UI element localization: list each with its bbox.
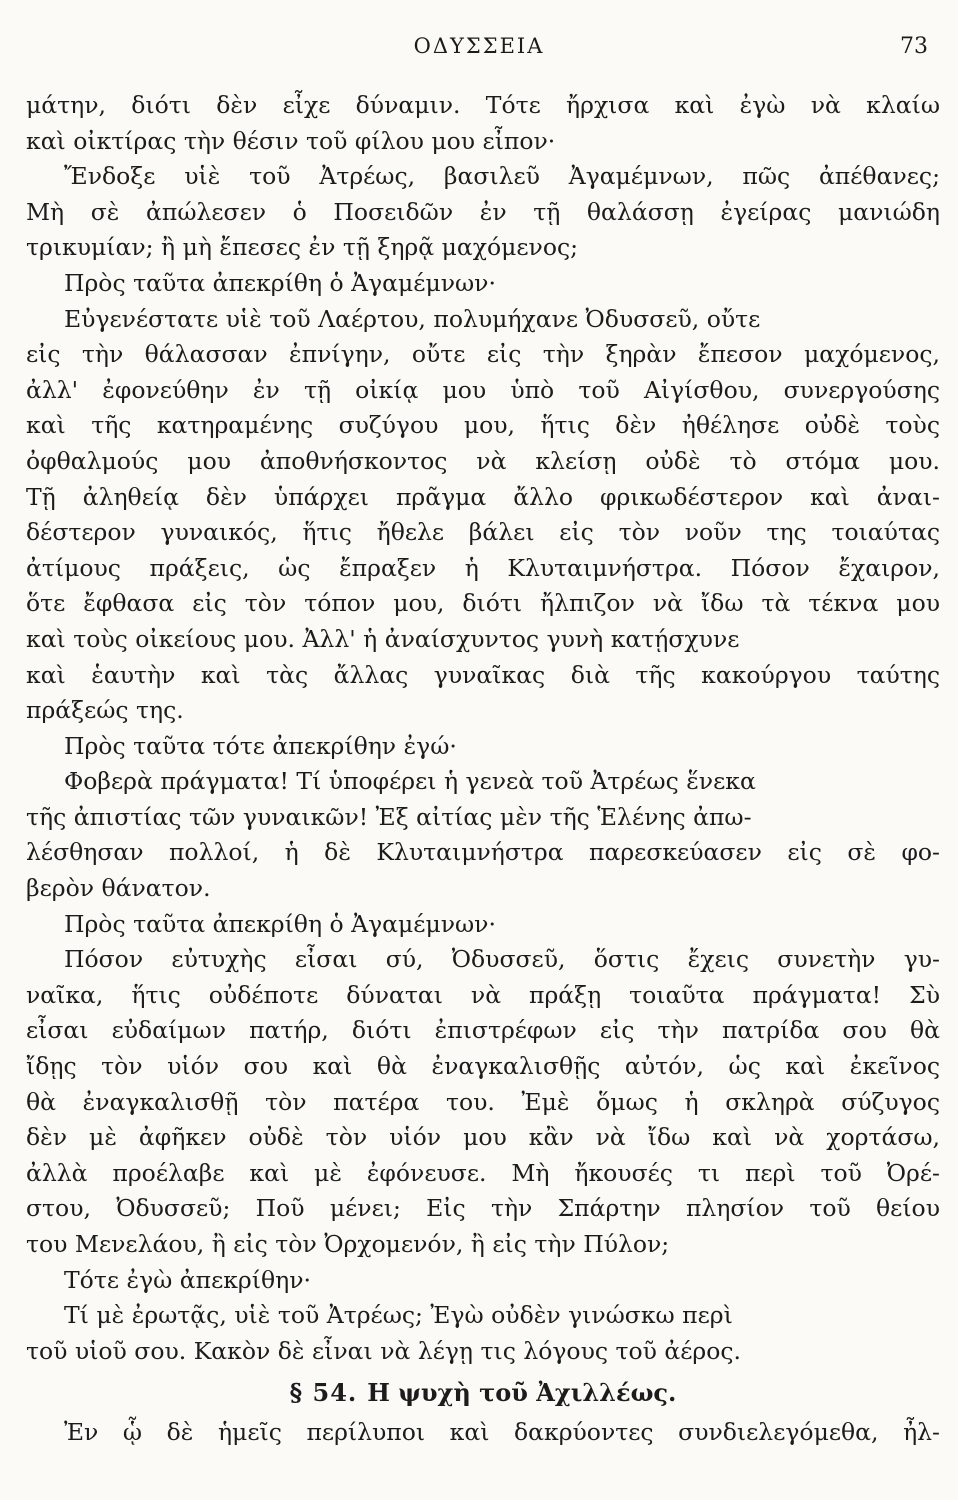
text-line: ὅτε ἔφθασα εἰς τὸν τόπον μου, διότι ἤλπιζον νὰ ἴδω τὰ τέκνα μου [26, 589, 940, 618]
text-line: ναῖκα, ἥτις οὐδέποτε δύναται νὰ πράξῃ τοιαῦτα πράγματα! Σὺ [26, 980, 940, 1009]
text-line: βερὸν θάνατον. [26, 874, 211, 903]
running-title: ΟΔΥΣΣΕΙΑ [413, 34, 545, 58]
text-line: Φοβερὰ πράγματα! Τί ὑποφέρει ἡ γενεὰ τοῦ Ἀτρέως ἕνεκα [64, 767, 756, 796]
text-line: τῆς ἀπιστίας τῶν γυναικῶν! Ἐξ αἰτίας μὲν τῆς Ἑλένης ἀπω- [26, 802, 752, 831]
text-line: εἶσαι εὐδαίμων πατήρ, διότι ἐπιστρέφων εἰς τὴν πατρίδα σου θὰ [26, 1016, 940, 1045]
text-line: Πρὸς ταῦτα ἀπεκρίθη ὁ Ἀγαμέμνων· [64, 909, 496, 938]
text-line: Τί μὲ ἐρωτᾷς, υἱὲ τοῦ Ἀτρέως; Ἐγὼ οὐδὲν γινώσκω περὶ [64, 1301, 733, 1330]
text-line: Πρὸς ταῦτα τότε ἀπεκρίθην ἐγώ· [64, 731, 457, 760]
text-line: τοῦ υἱοῦ σου. Κακὸν δὲ εἶναι νὰ λέγῃ τις λόγους τοῦ ἀέρος. [26, 1336, 742, 1365]
text-line: Τῇ ἀληθείᾳ δὲν ὑπάρχει πρᾶγμα ἄλλο φρικωδέστερον καὶ ἀναι- [26, 482, 940, 511]
text-line: Ἐν ᾧ δὲ ἡμεῖς περίλυποι καὶ δακρύοντες συνδιελεγόμεθα, ἦλ- [64, 1418, 940, 1447]
text-line: ἀλλ' ἐφονεύθην ἐν τῇ οἰκίᾳ μου ὑπὸ τοῦ Αἰγίσθου, συνεργούσης [26, 375, 940, 404]
text-line: στου, Ὀδυσσεῦ; Ποῦ μένει; Εἰς τὴν Σπάρτην πλησίον τοῦ θείου [26, 1194, 940, 1223]
text-line: εἰς τὴν θάλασσαν ἐπνίγην, οὔτε εἰς τὴν ξηρὰν ἔπεσον μαχόμενος, [26, 340, 940, 369]
text-line: Εὐγενέστατε υἱὲ τοῦ Λαέρτου, πολυμήχανε Ὀδυσσεῦ, οὔτε [64, 304, 761, 333]
text-line: καὶ τῆς κατηραμένης συζύγου μου, ἥτις δὲν ἠθέλησε οὐδὲ τοὺς [26, 411, 940, 440]
text-line: ἀλλὰ προέλαβε καὶ μὲ ἐφόνευσε. Μὴ ἤκουσές τι περὶ τοῦ Ὀρέ- [26, 1158, 940, 1187]
text-line: δέστερον γυναικός, ἥτις ἤθελε βάλει εἰς τὸν νοῦν της τοιαύτας [26, 518, 940, 547]
text-line: καὶ τοὺς οἰκείους μου. Ἀλλ' ἡ ἀναίσχυντος γυνὴ κατῄσχυνε [26, 624, 740, 653]
text-line: Μὴ σὲ ἀπώλεσεν ὁ Ποσειδῶν ἐν τῇ θαλάσσῃ ἐγείρας μανιώδη [26, 197, 940, 226]
section-title: Η ψυχὴ τοῦ Ἀχιλλέως. [367, 1378, 677, 1408]
text-line: ἀτίμους πράξεις, ὡς ἔπραξεν ἡ Κλυταιμνήστρα. Πόσον ἔχαιρον, [26, 553, 940, 582]
text-line: Τότε ἐγὼ ἀπεκρίθην· [64, 1265, 311, 1294]
text-line: πράξεώς της. [26, 696, 184, 725]
text-line: τρικυμίαν; ἢ μὴ ἔπεσες ἐν τῇ ξηρᾷ μαχόμενος; [26, 233, 579, 262]
text-line: δὲν μὲ ἀφῆκεν οὐδὲ τὸν υἱόν μου κἂν νὰ ἴδω καὶ νὰ χορτάσω, [26, 1123, 940, 1152]
text-line: του Μενελάου, ἢ εἰς τὸν Ὀρχομενόν, ἢ εἰς τὴν Πύλον; [26, 1230, 670, 1258]
body-text [26, 88, 940, 1451]
text-line: ἴδῃς τὸν υἱόν σου καὶ θὰ ἐναγκαλισθῇς αὐτόν, ὡς καὶ ἐκεῖνος [26, 1052, 940, 1081]
text-line: λέσθησαν πολλοί, ἡ δὲ Κλυταιμνήστρα παρεσκεύασεν εἰς σὲ φο- [26, 838, 940, 867]
text-line: ὀφθαλμούς μου ἀποθνήσκοντος νὰ κλείσῃ οὐδὲ τὸ στόμα μου. [26, 446, 940, 475]
text-line: Πρὸς ταῦτα ἀπεκρίθη ὁ Ἀγαμέμνων· [64, 268, 496, 297]
section-heading [26, 1373, 940, 1413]
text-line: μάτην, διότι δὲν εἶχε δύναμιν. Τότε ἤρχισα καὶ ἐγὼ νὰ κλαίω [26, 91, 940, 119]
text-line: καὶ οἰκτίρας τὴν θέσιν τοῦ φίλου μου εἶπον· [26, 126, 556, 155]
page-number: 73 [900, 34, 928, 59]
text-line: θὰ ἐναγκαλισθῇ τὸν πατέρα του. Ἐμὲ ὅμως ἡ σκληρὰ σύζυγος [26, 1087, 940, 1116]
text-line: Ἔνδοξε υἱὲ τοῦ Ἀτρέως, βασιλεῦ Ἀγαμέμνων, πῶς ἀπέθανες; [64, 162, 940, 191]
text-line: καὶ ἑαυτὴν καὶ τὰς ἄλλας γυναῖκας διὰ τῆς κακούργου ταύτης [26, 660, 940, 689]
text-line: Πόσον εὐτυχὴς εἶσαι σύ, Ὀδυσσεῦ, ὅστις ἔχεις συνετὴν γυ- [64, 945, 940, 974]
section-number: § 54. [289, 1378, 358, 1408]
